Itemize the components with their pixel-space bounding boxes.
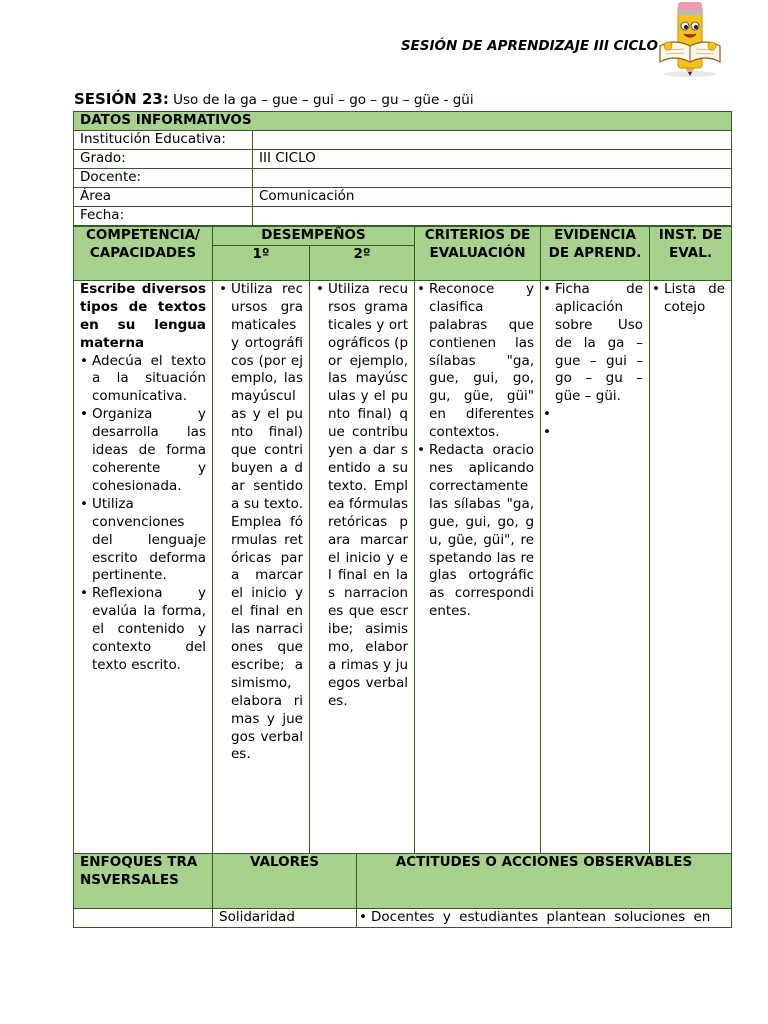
- grado-2-header: 2º: [310, 245, 415, 280]
- competencias-table: [73, 226, 732, 854]
- grado-label: Grado:: [74, 150, 253, 169]
- page-header-title: SESIÓN DE APRENDIZAJE III CICLO: [400, 38, 658, 54]
- valores-header: VALORES: [213, 854, 357, 909]
- enfoques-header: ENFOQUES TRANSVERSALES: [74, 854, 213, 909]
- criterio-item: • Redacta oraciones aplicando correctamente las sílabas "ga, gue, gui, go, gu, güe, güi", respetando las reglas ortográficas correspondientes.: [421, 442, 534, 621]
- actitudes-header: ACTITUDES O ACCIONES OBSERVABLES: [357, 854, 732, 909]
- competencia-header: COMPETENCIA/ CAPACIDADES: [74, 227, 213, 281]
- grado-value: III CICLO: [253, 150, 732, 169]
- session-label: SESIÓN 23:: [74, 90, 169, 108]
- datos-heading: DATOS INFORMATIVOS: [74, 112, 732, 131]
- instrumento-cell: [650, 280, 732, 853]
- desempeno-1-text: • Utiliza recursos gramaticales y ortográficos (por ejemplo, las mayúsculas y el punto final) que contribuyen a dar sentido a su texto. Emplea fórmulas retóricas para marcar el inicio y el final en las narraciones que escribe; asimismo, elabora rimas y juegos verbales.: [219, 281, 303, 764]
- grado-1-header: 1º: [213, 245, 310, 280]
- desempeno-2-text: • Utiliza recursos gramaticales y ortográficos (por ejemplo, las mayúsculas y el punto final) que contribuyen a dar sentido a su texto. Emplea fórmulas retóricas para marcar el inicio y el final en las narraciones que escribe; asimismo, elabora rimas y juegos verbales.: [316, 281, 408, 711]
- desempenos-header: DESEMPEÑOS: [213, 227, 415, 246]
- instrumento-item: • Lista de cotejo: [656, 281, 725, 317]
- capacidad-item: • Adecúa el texto a la situación comunicativa.: [80, 353, 206, 407]
- institucion-label: Institución Educativa:: [74, 131, 253, 150]
- evidencia-item: • Ficha de aplicación sobre Uso de la ga – gue – gui – go – gu – güe – güi.: [547, 281, 643, 406]
- enfoques-table: [73, 853, 732, 928]
- criterios-header: CRITERIOS DE EVALUACIÓN: [415, 227, 541, 281]
- enfoque-cell: [74, 909, 213, 928]
- capacidad-item: • Utiliza convenciones del lenguaje escrito deforma pertinente.: [80, 496, 206, 586]
- desempeno-1-cell: [213, 280, 310, 853]
- area-label: Área: [74, 188, 253, 207]
- desempeno-2-cell: [310, 280, 415, 853]
- fecha-label: Fecha:: [74, 207, 253, 226]
- actitud-item: • Docentes y estudiantes plantean soluciones en: [363, 909, 725, 927]
- pencil-reading-book-icon: [654, 0, 726, 78]
- docente-label: Docente:: [74, 169, 253, 188]
- session-title: [74, 90, 474, 108]
- institucion-value: [253, 131, 732, 150]
- evidencia-cell: [541, 280, 650, 853]
- evidencia-item: [547, 406, 643, 424]
- area-value: Comunicación: [253, 188, 732, 207]
- capacidad-item: • Reflexiona y evalúa la forma, el contenido y contexto del texto escrito.: [80, 585, 206, 675]
- criterios-cell: [415, 280, 541, 853]
- competencia-cell: [74, 280, 213, 853]
- actitud-cell: [357, 909, 732, 928]
- valor-cell: Solidaridad: [213, 909, 357, 928]
- capacidad-item: • Organiza y desarrolla las ideas de forma coherente y cohesionada.: [80, 406, 206, 496]
- evidencia-item: [547, 424, 643, 442]
- fecha-value: [253, 207, 732, 226]
- criterio-item: • Reconoce y clasifica palabras que contienen las sílabas "ga, gue, gui, go, gu, güe, güi" en diferentes contextos.: [421, 281, 534, 442]
- competencia-title: Escribe diversos tipos de textos en su lengua materna: [80, 280, 206, 351]
- session-topic: Uso de la ga – gue – gui – go – gu – güe - güi: [173, 92, 474, 108]
- docente-value: [253, 169, 732, 188]
- evidencia-header: EVIDENCIA DE APREND.: [541, 227, 650, 281]
- datos-informativos-table: [73, 111, 732, 226]
- instrumento-header: INST. DE EVAL.: [650, 227, 732, 281]
